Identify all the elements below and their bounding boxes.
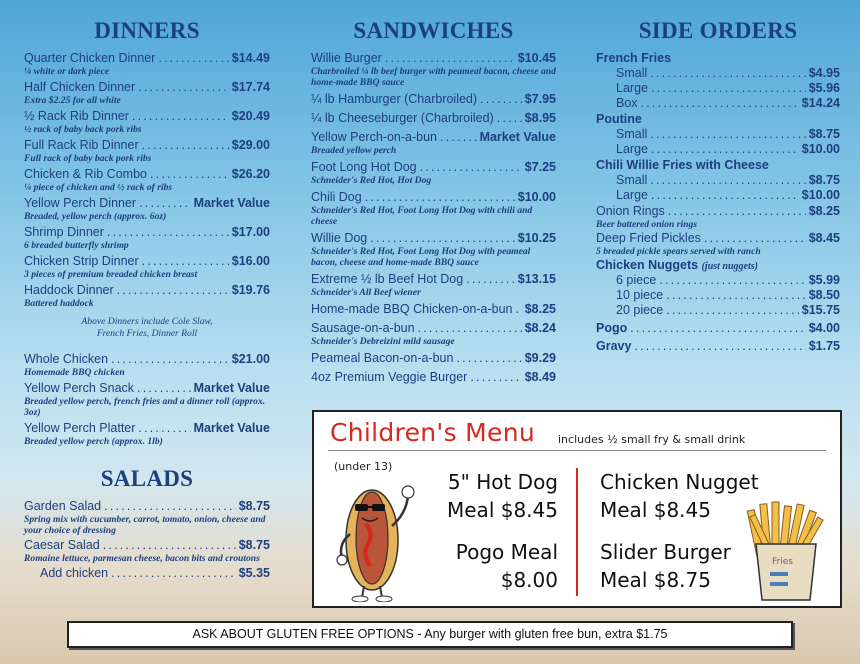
item-name: Yellow Perch Snack	[24, 381, 135, 395]
item-price: $8.95	[524, 111, 556, 125]
item-name: Yellow Perch Dinner	[24, 196, 137, 210]
item-price: $17.00	[231, 225, 270, 239]
menu-item	[311, 302, 556, 317]
hot-dog-meal-line2: Meal $8.45	[447, 498, 558, 522]
item-price: $13.15	[517, 272, 556, 286]
item-price: $5.96	[808, 81, 840, 95]
leader-dots	[138, 421, 190, 436]
item-description: Breaded, yellow perch (approx. 6oz)	[24, 211, 167, 222]
pogo-meal-line2: $8.00	[500, 568, 558, 592]
menu-item	[24, 538, 270, 564]
item-description: 3 pieces of premium breaded chicken breast	[24, 269, 198, 280]
item-name: Full Rack Rib Dinner	[24, 138, 139, 152]
item-name: Yellow Perch Platter	[24, 421, 136, 435]
item-price: $10.00	[517, 190, 556, 204]
nuggets-title: Chicken Nuggets	[596, 258, 699, 272]
item-name: Gravy	[596, 339, 632, 353]
item-price: $4.00	[808, 321, 840, 335]
sides-section	[596, 18, 840, 355]
item-name: Sausage-on-a-bun	[311, 321, 415, 335]
leader-dots	[107, 225, 229, 240]
item-price: Market Value	[479, 130, 556, 144]
size-name: 10 piece	[616, 288, 664, 302]
menu-item-nuggets	[596, 258, 840, 318]
leader-dots	[659, 273, 805, 288]
pogo-meal	[432, 538, 558, 594]
sandwiches-heading: SANDWICHES	[353, 18, 514, 43]
item-name: Shrimp Dinner	[24, 225, 104, 239]
menu-item-gravy	[596, 339, 840, 354]
slider-burger-meal	[600, 538, 731, 594]
item-name: Add chicken	[40, 566, 109, 580]
childrens-menu-subtitle: includes ½ small fry & small drink	[558, 433, 746, 446]
leader-dots	[651, 81, 806, 96]
menu-item	[24, 225, 270, 251]
item-name	[596, 258, 840, 273]
menu-item	[24, 421, 270, 447]
menu-item-french-fries	[596, 51, 840, 111]
item-price: $10.00	[801, 188, 840, 202]
leader-dots	[704, 231, 806, 246]
menu-item-poutine	[596, 112, 840, 157]
item-description: Charbroiled ¼ lb beef burger with peameal bacon, cheese and home-made BBQ sauce	[311, 66, 556, 88]
item-description: Schneider's Red Hot, Hot Dog	[311, 175, 432, 186]
item-price: $17.74	[231, 80, 270, 94]
fries-box-icon	[742, 500, 830, 602]
item-price: $21.00	[231, 352, 270, 366]
hot-dog-mascot-icon	[328, 474, 418, 602]
item-name: Chicken Strip Dinner	[24, 254, 139, 268]
item-price: $1.75	[808, 339, 840, 353]
item-price: $8.24	[524, 321, 556, 335]
menu-item	[24, 196, 270, 222]
leader-dots	[630, 321, 805, 336]
leader-dots	[142, 138, 229, 153]
item-description: Schneider's Debreizini mild sausage	[311, 336, 455, 347]
size-name: 6 piece	[616, 273, 657, 287]
menu-item	[311, 190, 556, 227]
salads-heading: SALADS	[100, 466, 194, 491]
item-name: French Fries	[596, 51, 672, 65]
item-price: Market Value	[193, 196, 270, 210]
leader-dots	[666, 303, 799, 318]
menu-item	[311, 111, 556, 126]
slider-burger-meal-line1: Slider Burger	[600, 540, 731, 564]
menu-item	[24, 381, 270, 418]
hot-dog-meal-line1: 5" Hot Dog	[447, 470, 558, 494]
item-price: $16.00	[231, 254, 270, 268]
item-name: Chili Dog	[311, 190, 362, 204]
item-price: $8.75	[808, 127, 840, 141]
menu-item-pogo	[596, 321, 840, 336]
item-name: ¼ lb Hamburger (Charbroiled)	[311, 92, 478, 106]
size-name: Box	[616, 96, 638, 110]
item-description: Spring mix with cucumber, carrot, tomato, onion, cheese and your choice of dressing	[24, 514, 266, 536]
leader-dots	[651, 188, 799, 203]
leader-dots	[668, 204, 806, 219]
item-name: ¼ lb Cheeseburger (Charbroiled)	[311, 111, 494, 125]
leader-dots	[650, 127, 805, 142]
item-description: ½ rack of baby back pork ribs	[24, 124, 142, 135]
size-name: Large	[616, 188, 648, 202]
item-name: Willie Burger	[311, 51, 382, 65]
item-name: Willie Dog	[311, 231, 368, 245]
menu-item	[24, 80, 270, 106]
leader-dots	[650, 66, 805, 81]
item-name: Haddock Dinner	[24, 283, 114, 297]
item-name: Yellow Perch-on-a-bun	[311, 130, 438, 144]
item-price: $8.25	[808, 204, 840, 218]
item-name: 4oz Premium Veggie Burger	[311, 370, 468, 384]
menu-item	[311, 351, 556, 366]
item-price: Market Value	[193, 381, 270, 395]
item-description: 5 breaded pickle spears served with ranch	[596, 246, 761, 257]
menu-item	[24, 566, 270, 581]
item-price: Market Value	[193, 421, 270, 435]
leader-dots	[117, 283, 229, 298]
menu-item	[24, 51, 270, 77]
menu-item	[24, 167, 270, 193]
item-price: $10.45	[517, 51, 556, 65]
leader-dots	[418, 321, 522, 336]
item-description: Battered haddock	[24, 298, 94, 309]
leader-dots	[150, 167, 229, 182]
leader-dots	[132, 109, 229, 124]
divider	[328, 450, 826, 451]
leader-dots	[138, 80, 229, 95]
item-name: Quarter Chicken Dinner	[24, 51, 156, 65]
childrens-menu-box	[312, 410, 842, 608]
item-price: $26.20	[231, 167, 270, 181]
item-name: ½ Rack Rib Dinner	[24, 109, 129, 123]
menu-item-onion-rings	[596, 204, 840, 230]
item-description: Breaded yellow perch	[311, 145, 397, 156]
item-description: Homemade BBQ chicken	[24, 367, 125, 378]
leader-dots	[137, 381, 191, 396]
item-name: Pogo	[596, 321, 628, 335]
leader-dots	[139, 196, 190, 211]
item-name: Extreme ½ lb Beef Hot Dog	[311, 272, 464, 286]
item-price: $8.75	[238, 538, 270, 552]
sandwiches-section	[311, 18, 556, 389]
size-name: Large	[616, 81, 648, 95]
item-name: Foot Long Hot Dog	[311, 160, 417, 174]
item-description: Full rack of baby back pork ribs	[24, 153, 152, 164]
slider-burger-meal-line2: Meal $8.75	[600, 568, 711, 592]
item-name: Whole Chicken	[24, 352, 109, 366]
item-description: ¼ piece of chicken and ½ rack of ribs	[24, 182, 173, 193]
leader-dots	[370, 231, 515, 246]
leader-dots	[641, 96, 799, 111]
size-name: Small	[616, 66, 648, 80]
dinners-section	[24, 18, 270, 450]
item-description: Extra $2.25 for all white	[24, 95, 121, 106]
size-name: 20 piece	[616, 303, 664, 317]
leader-dots	[104, 499, 236, 514]
menu-item-chili-fries	[596, 158, 840, 203]
item-price: $8.50	[808, 288, 840, 302]
hot-dog-meal	[432, 468, 558, 524]
menu-item	[311, 370, 556, 385]
dinners-heading: DINNERS	[94, 18, 200, 43]
item-name: Peameal Bacon-on-a-bun	[311, 351, 454, 365]
menu-item	[24, 109, 270, 135]
item-description: Romaine lettuce, parmesan cheese, bacon bits and croutons	[24, 553, 260, 564]
leader-dots	[385, 51, 515, 66]
chicken-nugget-meal-line1: Chicken Nugget	[600, 470, 759, 494]
leader-dots	[650, 173, 805, 188]
item-description: Schneider's Red Hot, Foot Long Hot Dog with peameal bacon, cheese and home-made BBQ sauce	[311, 246, 531, 268]
fries-box-label: Fries	[772, 557, 793, 567]
item-name: Chili Willie Fries with Cheese	[596, 158, 769, 172]
item-price: $14.24	[801, 96, 840, 110]
size-name: Small	[616, 173, 648, 187]
salads-section	[24, 466, 270, 583]
item-description: Beer battered onion rings	[596, 219, 698, 230]
leader-dots	[456, 351, 521, 366]
item-price: $4.95	[808, 66, 840, 80]
menu-item	[24, 352, 270, 378]
item-price: $5.35	[238, 566, 270, 580]
item-name: Home-made BBQ Chicken-on-a-bun	[311, 302, 513, 316]
size-name: Large	[616, 142, 648, 156]
gluten-free-notice: ASK ABOUT GLUTEN FREE OPTIONS - Any burger with gluten free bun, extra $1.75	[67, 621, 793, 648]
item-name: Onion Rings	[596, 204, 665, 218]
leader-dots	[103, 538, 236, 553]
sides-heading: SIDE ORDERS	[638, 18, 798, 43]
age-note: (under 13)	[334, 460, 393, 473]
menu-item	[24, 138, 270, 164]
item-price: $10.25	[517, 231, 556, 245]
item-price: $20.49	[231, 109, 270, 123]
item-name: Deep Fried Pickles	[596, 231, 701, 245]
nuggets-note: (just nuggets)	[701, 261, 758, 272]
kids-column-divider	[576, 468, 578, 596]
item-price: $7.25	[524, 160, 556, 174]
leader-dots	[440, 130, 477, 145]
item-price: $8.75	[808, 173, 840, 187]
leader-dots	[466, 272, 515, 287]
item-name: Garden Salad	[24, 499, 102, 513]
item-price: $29.00	[231, 138, 270, 152]
item-price: $10.00	[801, 142, 840, 156]
leader-dots	[111, 352, 229, 367]
item-price: $9.29	[524, 351, 556, 365]
childrens-menu-title: Children's Menu	[330, 418, 536, 447]
menu-item	[24, 499, 270, 536]
chicken-nugget-meal	[600, 468, 759, 524]
leader-dots	[365, 190, 515, 205]
item-price: $14.49	[231, 51, 270, 65]
leader-dots	[651, 142, 799, 157]
item-price: $7.95	[524, 92, 556, 106]
leader-dots	[420, 160, 522, 175]
menu-item	[24, 254, 270, 280]
menu-item	[311, 51, 556, 88]
item-name: Half Chicken Dinner	[24, 80, 136, 94]
item-description: ¼ white or dark piece	[24, 66, 110, 77]
item-description: Schneider's Red Hot, Foot Long Hot Dog with chili and cheese	[311, 205, 533, 227]
leader-dots	[158, 51, 228, 66]
menu-item	[311, 160, 556, 186]
item-description: Breaded yellow perch, french fries and a dinner roll (approx. 3oz)	[24, 396, 266, 418]
item-price: $19.76	[231, 283, 270, 297]
leader-dots	[470, 370, 521, 385]
menu-item	[311, 92, 556, 107]
leader-dots	[634, 339, 805, 354]
leader-dots	[666, 288, 805, 303]
menu-item	[24, 283, 270, 309]
item-name: Poutine	[596, 112, 642, 126]
item-price: $8.75	[238, 499, 270, 513]
item-description: Schneider's All Beef wiener	[311, 287, 421, 298]
menu-item-pickles	[596, 231, 840, 257]
item-price: $15.75	[801, 303, 840, 317]
chicken-nugget-meal-line2: Meal $8.45	[600, 498, 711, 522]
leader-dots	[497, 111, 522, 126]
item-price: $8.25	[524, 302, 556, 316]
menu-item	[311, 272, 556, 298]
leader-dots	[480, 92, 522, 107]
item-name: Caesar Salad	[24, 538, 100, 552]
leader-dots	[515, 302, 521, 317]
item-price: $8.45	[808, 231, 840, 245]
menu-item	[311, 231, 556, 268]
dinners-note: Above Dinners include Cole Slaw, French Fries, Dinner Roll	[81, 316, 213, 339]
leader-dots	[111, 566, 236, 581]
menu-item	[311, 130, 556, 156]
item-name: Chicken & Rib Combo	[24, 167, 147, 181]
item-description: Breaded yellow perch (approx. 1lb)	[24, 436, 163, 447]
item-price: $8.49	[524, 370, 556, 384]
menu-item	[311, 321, 556, 347]
pogo-meal-line1: Pogo Meal	[455, 540, 558, 564]
leader-dots	[142, 254, 229, 269]
item-price: $5.99	[808, 273, 840, 287]
size-name: Small	[616, 127, 648, 141]
item-description: 6 breaded butterfly shrimp	[24, 240, 129, 251]
